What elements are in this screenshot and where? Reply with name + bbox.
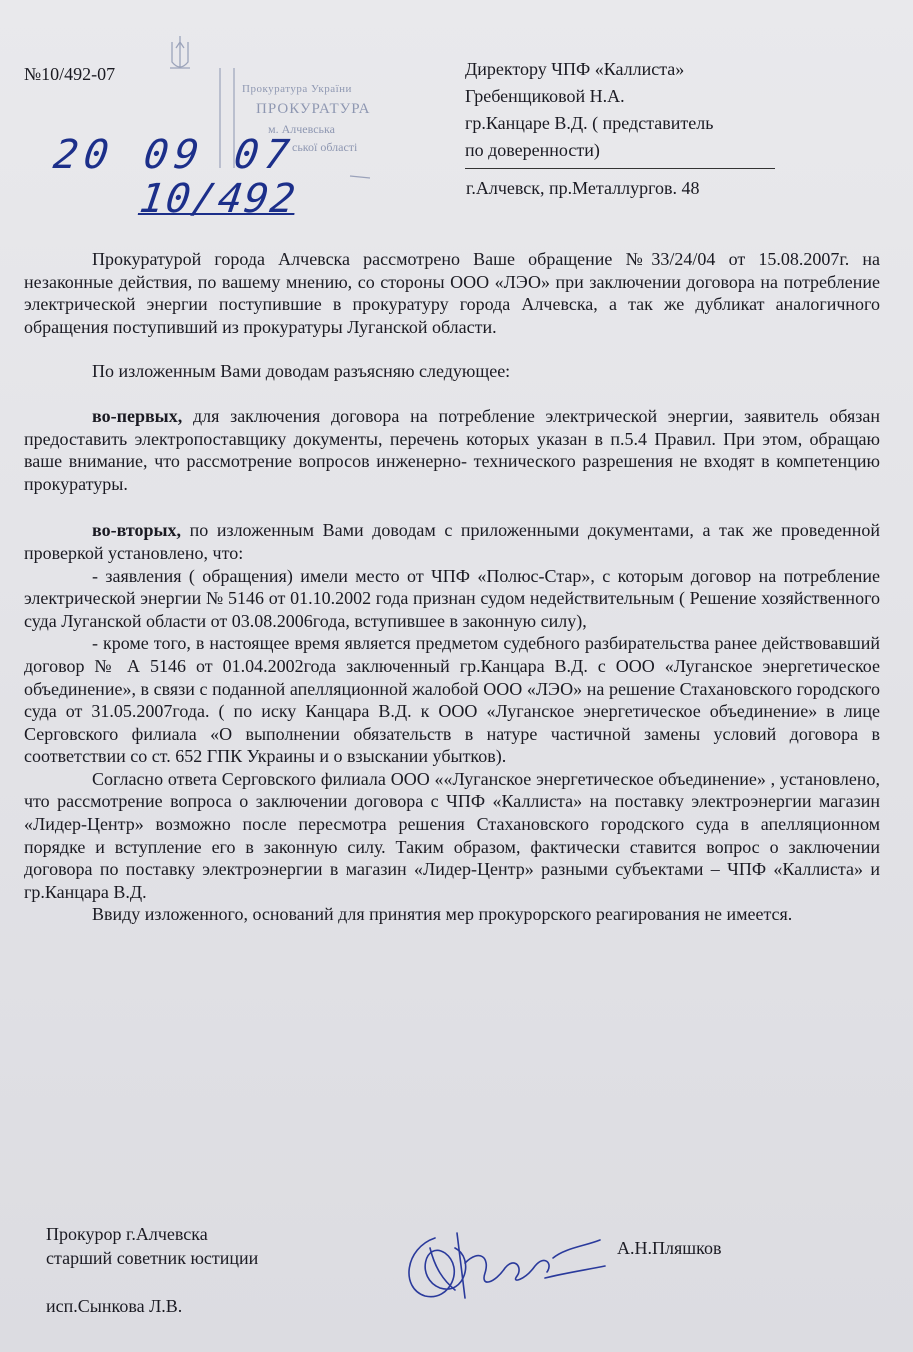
stamp-line-4: ської області [292,140,358,154]
address-divider [465,168,775,169]
stamp-line-3: м. Алчевська [268,122,335,136]
paragraph-explanation: По изложенным Вами доводам разъясняю следующее: [92,361,511,382]
addressee-address: г.Алчевск, пр.Металлургов. 48 [466,178,700,198]
paragraph-second-point [24,519,880,564]
paragraph-dash-1: - заявления ( обращения) имели место от ЧПФ «Полюс-Стар», с которым договор на потребление электрической энергии № 5146 от 01.10.2002 года признан судом недействительным ( Решение хозяйственного суда Луганской области от 03.08.2006года, вступившее в законную силу), [24,565,880,631]
signatory-block [46,1222,258,1270]
addressee-block [465,56,885,164]
first-point-text: для заключения договора на потребление электрической энергии, заявитель обязан предоставить электропоставщику документы, перечень которых указан в п.5.4 Правил. При этом, обращаю ваше внимание, что рассмотрение вопросов инженерно- технического разрешения не входят в компетенцию прокуратуры. [24,405,880,494]
letter-body [24,248,880,926]
stamp-line-2: ПРОКУРАТУРА [256,101,371,117]
addressee-line: Директору ЧПФ «Каллиста» [465,59,685,79]
signatory-name: А.Н.Пляшков [617,1238,722,1258]
paragraph-response: Согласно ответа Серговского филиала ООО ««Луганское энергетическое объединение» , установлено, что рассмотрение вопроса о заключении договора с ЧПФ «Каллиста» на поставку электроэнергии магазин «Лидер-Центр» возможно после пересмотра решения Стахановского городского суда в апелляционном порядке и вступление его в законную силу. Таким образом, фактически ставится вопрос о заключении договора по поставку электроэнергии в магазин «Лидер-Центр» разными субъектами – ЧПФ «Каллиста» и гр.Канцара В.Д. [24,768,880,902]
handwritten-reg-number: 10/492 [136,176,300,222]
signatory-title-1: Прокурор г.Алчевска [46,1224,208,1244]
handwritten-date: 20 09 07 [50,132,298,178]
addressee-line: Гребенщиковой Н.А. [465,86,625,106]
signatory-title-2: старший советник юстиции [46,1248,259,1268]
paragraph-first-point [24,405,880,495]
paragraph-conclusion: Ввиду изложенного, оснований для принятия мер прокурорского реагирования не имеется. [92,904,793,925]
executor-name: исп.Сынкова Л.В. [46,1296,183,1316]
first-point-label: во-первых, [92,405,183,426]
paragraph-dash-2: - кроме того, в настоящее время является предметом судебного разбирательства ранее действовавший договор № А 5146 от 01.04.2002года заключенный гр.Канцара В.Д. с ООО «Луганское энергетическое объединение», в связи с поданной апелляционной жалобой ООО «ЛЭО» на решение Стахановского городского суда от 31.05.2007года. ( по иску Канцара В.Д. к ООО «Луганское энергетическое объединение» в лице Серговского филиала «О выполнении обязательств в натуре частичной замены условий договора в соответствии со ст. 652 ГПК Украины и о взыскании убытков). [24,633,880,767]
addressee-line: по доверенности) [465,140,600,160]
second-point-label: во-вторых, [92,520,182,541]
handwritten-signature [395,1218,615,1308]
stamp-line-1: Прокуратура України [242,83,352,95]
paragraph-intro: Прокуратурой города Алчевска рассмотрено Ваше обращение №33/24/04 от 15.08.2007г. на незаконные действия, по вашему мнению, со стороны ООО «ЛЭО» при заключении договора на потребление электрической энергии поступившие в прокуратуру города Алчевска, а так же дубликат аналогичного обращения поступивший из прокуратуры Луганской области. [24,249,880,337]
second-point-text: по изложенным Вами доводам с приложенными документами, а так же проведенной проверкой установлено, что: [24,520,880,563]
addressee-line: гр.Канцаре В.Д. ( представитель [465,113,714,133]
document-number: №10/492-07 [24,64,116,84]
